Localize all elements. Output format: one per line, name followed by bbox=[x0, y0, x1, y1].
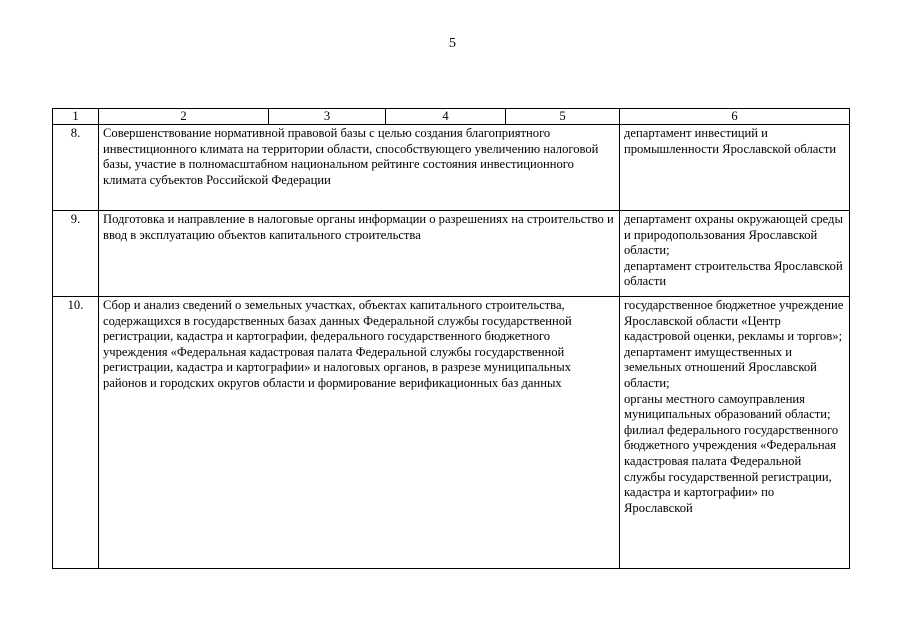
row-description: Совершенствование нормативной правовой базы с целью создания благоприятного инвестиционного климата на территории области, способствующего увеличению налоговой базы, участие в полномасштабном национальном рейтинге состояния инвестиционного климата субъектов Российской Федерации bbox=[99, 125, 620, 211]
column-header-3: 3 bbox=[269, 109, 386, 125]
responsible-entry: департамент охраны окружающей среды и природопользования Ярославской области; bbox=[624, 212, 843, 258]
row-number: 9. bbox=[53, 211, 99, 297]
page-number: 5 bbox=[449, 36, 456, 51]
table-row bbox=[53, 297, 850, 569]
responsible-entry: органы местного самоуправления муниципальных образований области; bbox=[624, 391, 831, 422]
column-header-2: 2 bbox=[99, 109, 269, 125]
table-row bbox=[53, 211, 850, 297]
column-header-1: 1 bbox=[53, 109, 99, 125]
responsible-entry: государственное бюджетное учреждение Ярославской области «Центр кадастровой оценки, рекламы и торгов»; bbox=[624, 298, 844, 344]
responsible-entry: департамент инвестиций и промышленности Ярославской области bbox=[624, 126, 837, 156]
row-description: Сбор и анализ сведений о земельных участках, объектах капитального строительства, содержащихся в государственных базах данных Федеральной службы государственной регистрации, кадастра и картографии, федерального государственного бюджетного учреждения «Федеральная кадастровая палата Федеральной службы государственной регистрации, кадастра и картографии» и налоговых органов, в разрезе муниципальных районов и городских округов области и формирование верификационных баз данных bbox=[99, 297, 620, 569]
responsible-entry: филиал федерального государственного бюджетного учреждения «Федеральная кадастровая палата Федеральной службы государственной регистрации, кадастра и картографии» по Ярославской bbox=[624, 422, 839, 515]
table-row bbox=[53, 125, 850, 211]
row-description: Подготовка и направление в налоговые органы информации о разрешениях на строительство и ввод в эксплуатацию объектов капитального строительства bbox=[99, 211, 620, 297]
column-header-5: 5 bbox=[506, 109, 620, 125]
responsible-entry: департамент имущественных и земельных отношений Ярославской области; bbox=[624, 344, 817, 390]
row-responsible bbox=[620, 125, 850, 211]
row-responsible bbox=[620, 297, 850, 569]
table-header-row bbox=[53, 109, 850, 125]
row-responsible bbox=[620, 211, 850, 297]
responsible-entry: департамент строительства Ярославской области bbox=[624, 258, 843, 289]
column-header-6: 6 bbox=[620, 109, 850, 125]
row-number: 8. bbox=[53, 125, 99, 211]
document-table bbox=[52, 108, 850, 569]
row-number: 10. bbox=[53, 297, 99, 569]
column-header-4: 4 bbox=[386, 109, 506, 125]
